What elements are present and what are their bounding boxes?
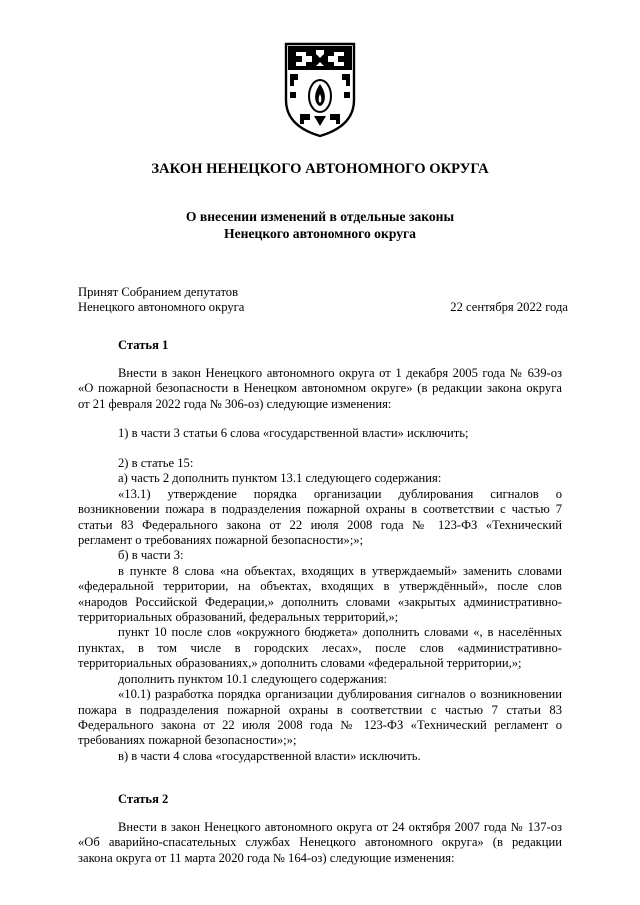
subtitle-line: О внесении изменений в отдельные законы (185, 209, 455, 224)
text-line: от 21 февраля 2022 года № 306-оз) следующие изменения: (78, 396, 392, 411)
text-line: пожара в подразделения пожарной охраны в соответствии с частью 7 статьи 83 (78, 702, 562, 717)
text-line: дополнить пунктом 10.1 следующего содержания: (118, 671, 388, 686)
text-line: Внести в закон Ненецкого автономного округа от 24 октября 2007 года № 137-оз (118, 820, 562, 834)
article-2-heading: Статья 2 (118, 792, 169, 806)
text-line: «народов Российской Федерации,» дополнить словами «закрытых административно- (78, 594, 562, 609)
text-line: пунктах, в том числе в городских лесах», после слов «административно- (78, 640, 562, 655)
text-line: требованиях пожарной безопасности»;»; (78, 733, 297, 748)
text-line: Федерального закона от 22 июля 2008 года № 123-ФЗ «Технический регламент о (78, 717, 562, 732)
adoption-date: 22 сентября 2022 года (450, 300, 568, 315)
adopted-by-body: Ненецкого автономного округа (78, 300, 245, 315)
text-line: в) в части 4 слова «государственной власти» исключить. (118, 748, 421, 763)
article-1-intro (78, 366, 562, 412)
text-line: территориальных образованиях,» дополнить словами «федеральной территории,»; (78, 656, 522, 671)
text-line: 1) в части 3 статьи 6 слова «государственной власти» исключить; (118, 426, 469, 440)
text-line: «Об аварийно-спасательных службах Ненецкого автономного округа» (в редакции (78, 835, 562, 850)
text-line: «10.1) разработка порядка организации дублирования сигналов о возникновении (118, 687, 562, 702)
text-line: в пункте 8 слова «на объектах, входящих в утверждаемый» заменить словами (118, 563, 562, 578)
text-line: возникновении пожара в подразделения пожарной охраны в соответствии с частью 7 (78, 502, 562, 517)
article-1-heading: Статья 1 (118, 338, 169, 352)
article-1-item-2 (78, 456, 562, 764)
text-line: «О пожарной безопасности в Ненецком автономном округе» (в редакции закона округа (78, 381, 562, 396)
text-line: «федеральной территории, на объектах, входящих в утверждённый», после слов (78, 579, 562, 594)
coat-of-arms-icon (282, 40, 358, 138)
law-title: ЗАКОН НЕНЕЦКОГО АВТОНОМНОГО ОКРУГА (151, 161, 489, 177)
text-line: пункт 10 после слов «окружного бюджета» дополнить словами «, в населённых (118, 625, 562, 640)
article-1-item-1 (78, 426, 562, 441)
article-2-intro (78, 820, 562, 866)
text-line: «13.1) утверждение порядка организации дублирования сигналов о (118, 486, 562, 501)
text-line: регламент о требованиях пожарной безопасности»;»; (78, 533, 364, 548)
text-line: а) часть 2 дополнить пунктом 13.1 следующего содержания: (118, 471, 442, 486)
text-line: закона округа от 11 марта 2020 года № 164-оз) следующие изменения: (78, 850, 455, 865)
text-line: статьи 83 Федерального закона от 22 июля 2008 года № 123-ФЗ «Технический (78, 517, 562, 532)
text-line: б) в части 3: (118, 548, 184, 563)
text-line: территориальных образований, федеральных территорий,»; (78, 610, 399, 625)
subtitle-line: Ненецкого автономного округа (224, 226, 416, 241)
law-subtitle (0, 208, 640, 242)
text-line: 2) в статье 15: (118, 456, 194, 470)
text-line: Внести в закон Ненецкого автономного округа от 1 декабря 2005 года № 639-оз (118, 366, 562, 380)
adopted-by: Принят Собранием депутатов (78, 285, 239, 299)
adoption-info (78, 285, 568, 316)
